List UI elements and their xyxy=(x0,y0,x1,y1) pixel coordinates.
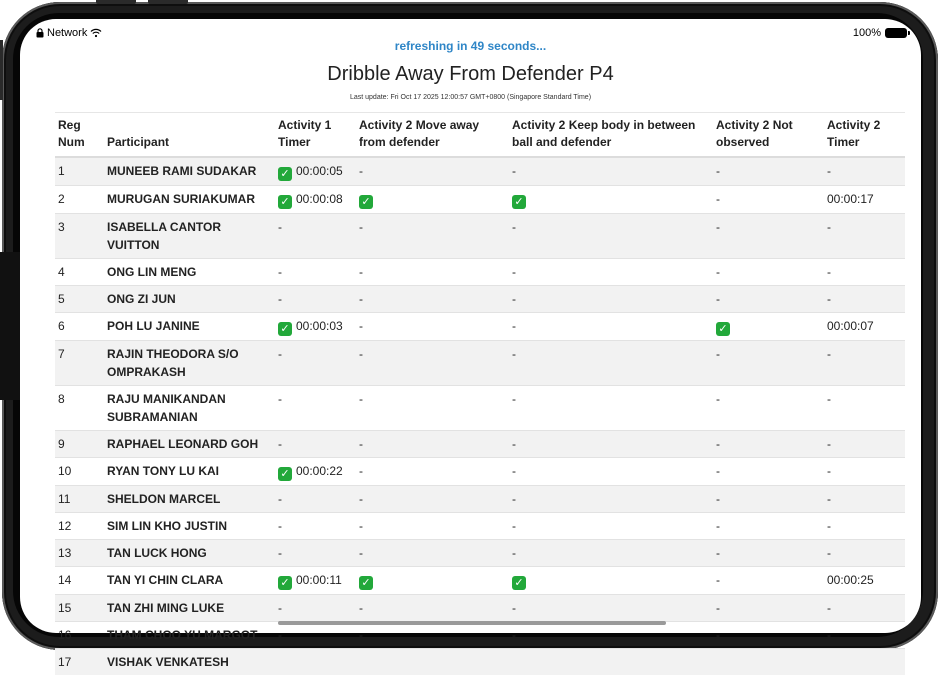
col-activity2-timer: Activity 2 Timer xyxy=(824,113,905,158)
table-row xyxy=(55,567,905,595)
activity2-timer-cell: 00:00:17 xyxy=(824,186,905,214)
activity2-not-observed-cell: - xyxy=(713,540,824,567)
activity2-not-observed-cell xyxy=(713,313,824,341)
table-header-row xyxy=(55,113,905,158)
table-row xyxy=(55,431,905,458)
activity2-not-observed-cell xyxy=(713,649,824,675)
activity2-move-cell: - xyxy=(356,157,509,186)
activity1-timer-cell xyxy=(275,186,356,214)
participant-name: TAN LUCK HONG xyxy=(104,540,275,567)
activity2-move-cell: - xyxy=(356,458,509,486)
activity2-move-cell: - xyxy=(356,513,509,540)
activity1-timer-cell xyxy=(275,286,356,313)
network-label: Network xyxy=(47,27,87,39)
reg-num-cell: 13 xyxy=(55,540,104,567)
activity1-timer-cell xyxy=(275,386,356,431)
volume-down-button xyxy=(148,0,188,4)
reg-num-cell: 10 xyxy=(55,458,104,486)
participant-name: RYAN TONY LU KAI xyxy=(104,458,275,486)
activity2-move-cell xyxy=(356,567,509,595)
activity2-move-cell: - xyxy=(356,540,509,567)
activity2-move-cell: - xyxy=(356,313,509,341)
activity1-timer-cell xyxy=(275,313,356,341)
reg-num-cell: 14 xyxy=(55,567,104,595)
table-row xyxy=(55,513,905,540)
check-mark-icon: ✓ xyxy=(359,195,373,209)
activity1-timer-cell xyxy=(275,622,356,649)
activity2-not-observed-cell: - xyxy=(713,513,824,540)
table-row xyxy=(55,486,905,513)
activity1-timer-cell xyxy=(275,431,356,458)
activity2-timer-cell xyxy=(824,649,905,675)
table-row xyxy=(55,313,905,341)
table-row xyxy=(55,286,905,313)
activity2-keep-cell: - xyxy=(509,513,713,540)
status-left xyxy=(36,27,102,39)
activity2-move-cell: - xyxy=(356,622,509,649)
activity2-not-observed-cell: - xyxy=(713,622,824,649)
reg-num-cell: 12 xyxy=(55,513,104,540)
participant-name: RAPHAEL LEONARD GOH xyxy=(104,431,275,458)
activity2-timer-cell: - xyxy=(824,259,905,286)
activity1-timer-cell xyxy=(275,567,356,595)
reg-num-cell: 9 xyxy=(55,431,104,458)
reg-num-cell: 3 xyxy=(55,214,104,259)
participant-name: TAN ZHI MING LUKE xyxy=(104,595,275,622)
activity2-move-cell: - xyxy=(356,486,509,513)
results-table xyxy=(55,112,905,675)
check-mark-icon: ✓ xyxy=(278,467,292,481)
activity2-move-cell: - xyxy=(356,431,509,458)
activity2-keep-cell xyxy=(509,649,713,675)
activity2-keep-cell: - xyxy=(509,595,713,622)
activity1-timer-value: - xyxy=(278,347,282,361)
activity2-timer-cell: - xyxy=(824,157,905,186)
activity2-keep-cell: - xyxy=(509,313,713,341)
check-mark-icon: ✓ xyxy=(716,322,730,336)
activity2-not-observed-cell: - xyxy=(713,386,824,431)
participant-name: THAM CHOO YU MARGOT xyxy=(104,622,275,649)
activity2-keep-cell: - xyxy=(509,341,713,386)
check-mark-icon: ✓ xyxy=(278,167,292,181)
activity2-move-cell xyxy=(356,186,509,214)
activity2-move-cell xyxy=(356,649,509,675)
reg-num-cell: 7 xyxy=(55,341,104,386)
activity2-timer-cell: - xyxy=(824,622,905,649)
participant-name: RAJIN THEODORA S/O OMPRAKASH xyxy=(104,341,275,386)
col-reg-num: Reg Num xyxy=(55,113,104,158)
reg-num-cell: 16 xyxy=(55,622,104,649)
participant-name: MUNEEB RAMI SUDAKAR xyxy=(104,157,275,186)
activity1-timer-value: - xyxy=(278,519,282,533)
activity1-timer-value: - xyxy=(278,265,282,279)
activity2-timer-cell: 00:00:25 xyxy=(824,567,905,595)
activity1-timer-value: - xyxy=(278,220,282,234)
activity2-timer-cell: - xyxy=(824,286,905,313)
screen xyxy=(20,19,921,633)
battery-percent: 100% xyxy=(853,27,881,39)
check-mark-icon: ✓ xyxy=(278,576,292,590)
status-right xyxy=(853,27,907,39)
table-row xyxy=(55,214,905,259)
activity2-timer-cell: 00:00:07 xyxy=(824,313,905,341)
activity1-timer-cell xyxy=(275,513,356,540)
participant-name: MURUGAN SURIAKUMAR xyxy=(104,186,275,214)
activity2-keep-cell: - xyxy=(509,214,713,259)
participant-name: VISHAK VENKATESH xyxy=(104,649,275,675)
activity2-keep-cell: - xyxy=(509,259,713,286)
activity1-timer-value: - xyxy=(278,546,282,560)
participant-name: SHELDON MARCEL xyxy=(104,486,275,513)
refresh-countdown: refreshing in 49 seconds... xyxy=(20,39,921,53)
activity2-keep-cell: - xyxy=(509,286,713,313)
activity2-timer-cell: - xyxy=(824,341,905,386)
participant-name: ONG LIN MENG xyxy=(104,259,275,286)
check-mark-icon: ✓ xyxy=(278,322,292,336)
activity1-timer-cell xyxy=(275,259,356,286)
col-activity1-timer: Activity 1 Timer xyxy=(275,113,356,158)
activity2-timer-cell: - xyxy=(824,431,905,458)
activity2-keep-cell: - xyxy=(509,386,713,431)
table-row xyxy=(55,186,905,214)
activity2-not-observed-cell: - xyxy=(713,458,824,486)
results-table-wrap xyxy=(55,112,905,675)
activity1-timer-cell xyxy=(275,540,356,567)
activity2-not-observed-cell: - xyxy=(713,341,824,386)
activity2-timer-cell: - xyxy=(824,458,905,486)
activity2-keep-cell: - xyxy=(509,622,713,649)
activity1-timer-value: - xyxy=(278,601,282,615)
activity2-not-observed-cell: - xyxy=(713,595,824,622)
activity1-timer-value: - xyxy=(278,437,282,451)
activity2-timer-cell: - xyxy=(824,595,905,622)
activity2-move-cell: - xyxy=(356,214,509,259)
participant-name: ISABELLA CANTOR VUITTON xyxy=(104,214,275,259)
col-activity2-keep: Activity 2 Keep body in between ball and defender xyxy=(509,113,713,158)
participant-name: RAJU MANIKANDAN SUBRAMANIAN xyxy=(104,386,275,431)
activity1-timer-value: - xyxy=(278,392,282,406)
page-title: Dribble Away From Defender P4 xyxy=(20,63,921,86)
table-row xyxy=(55,157,905,186)
table-row xyxy=(55,649,905,675)
check-mark-icon: ✓ xyxy=(359,576,373,590)
activity1-timer-cell xyxy=(275,214,356,259)
activity2-keep-cell: - xyxy=(509,431,713,458)
table-row xyxy=(55,341,905,386)
volume-up-button xyxy=(96,0,136,4)
table-row xyxy=(55,458,905,486)
activity2-move-cell: - xyxy=(356,286,509,313)
reg-num-cell: 5 xyxy=(55,286,104,313)
table-row xyxy=(55,259,905,286)
activity1-timer-cell xyxy=(275,341,356,386)
participant-name: TAN YI CHIN CLARA xyxy=(104,567,275,595)
activity1-timer-cell xyxy=(275,157,356,186)
lock-icon xyxy=(36,28,44,38)
participant-name: POH LU JANINE xyxy=(104,313,275,341)
activity1-timer-value: 00:00:05 xyxy=(296,164,343,178)
participant-name: ONG ZI JUN xyxy=(104,286,275,313)
col-activity2-not-observed: Activity 2 Not observed xyxy=(713,113,824,158)
horizontal-scrollbar[interactable] xyxy=(278,621,666,625)
activity2-timer-cell: - xyxy=(824,386,905,431)
activity2-not-observed-cell: - xyxy=(713,486,824,513)
battery-icon xyxy=(885,28,907,38)
activity1-timer-value: 00:00:22 xyxy=(296,464,343,478)
activity2-not-observed-cell: - xyxy=(713,567,824,595)
check-mark-icon: ✓ xyxy=(512,195,526,209)
activity2-timer-cell: - xyxy=(824,540,905,567)
activity2-not-observed-cell: - xyxy=(713,259,824,286)
activity2-not-observed-cell: - xyxy=(713,214,824,259)
activity2-move-cell: - xyxy=(356,595,509,622)
activity1-timer-value: 00:00:11 xyxy=(296,573,342,587)
activity2-not-observed-cell: - xyxy=(713,286,824,313)
activity1-timer-value: - xyxy=(278,492,282,506)
reg-num-cell: 15 xyxy=(55,595,104,622)
activity1-timer-value: - xyxy=(278,292,282,306)
reg-num-cell: 6 xyxy=(55,313,104,341)
reg-num-cell: 8 xyxy=(55,386,104,431)
reg-num-cell: 11 xyxy=(55,486,104,513)
activity1-timer-cell xyxy=(275,458,356,486)
check-mark-icon: ✓ xyxy=(512,576,526,590)
col-activity2-move: Activity 2 Move away from defender xyxy=(356,113,509,158)
activity1-timer-value: 00:00:08 xyxy=(296,192,343,206)
activity1-timer-value: - xyxy=(278,628,282,642)
activity2-keep-cell: - xyxy=(509,458,713,486)
activity2-keep-cell: - xyxy=(509,157,713,186)
activity2-timer-cell: - xyxy=(824,513,905,540)
activity2-keep-cell xyxy=(509,567,713,595)
activity2-not-observed-cell: - xyxy=(713,157,824,186)
activity2-keep-cell xyxy=(509,186,713,214)
activity1-timer-cell xyxy=(275,595,356,622)
activity2-move-cell: - xyxy=(356,259,509,286)
reg-num-cell: 17 xyxy=(55,649,104,675)
reg-num-cell: 4 xyxy=(55,259,104,286)
activity1-timer-cell xyxy=(275,649,356,675)
activity2-timer-cell: - xyxy=(824,214,905,259)
activity2-move-cell: - xyxy=(356,386,509,431)
activity2-keep-cell: - xyxy=(509,540,713,567)
activity2-not-observed-cell: - xyxy=(713,431,824,458)
participant-name: SIM LIN KHO JUSTIN xyxy=(104,513,275,540)
table-row xyxy=(55,595,905,622)
activity2-timer-cell: - xyxy=(824,486,905,513)
activity1-timer-value: 00:00:03 xyxy=(296,319,343,333)
side-edge xyxy=(0,40,3,100)
table-row xyxy=(55,540,905,567)
reg-num-cell: 1 xyxy=(55,157,104,186)
last-update: Last update: Fri Oct 17 2025 12:00:57 GMT+0800 (Singapore Standard Time) xyxy=(20,94,921,101)
table-row xyxy=(55,386,905,431)
table-row xyxy=(55,622,905,649)
check-mark-icon: ✓ xyxy=(278,195,292,209)
reg-num-cell: 2 xyxy=(55,186,104,214)
activity2-keep-cell: - xyxy=(509,486,713,513)
activity1-timer-cell xyxy=(275,486,356,513)
activity2-move-cell: - xyxy=(356,341,509,386)
table-body xyxy=(55,157,905,675)
wifi-icon xyxy=(90,28,102,38)
col-participant: Participant xyxy=(104,113,275,158)
activity2-not-observed-cell: - xyxy=(713,186,824,214)
